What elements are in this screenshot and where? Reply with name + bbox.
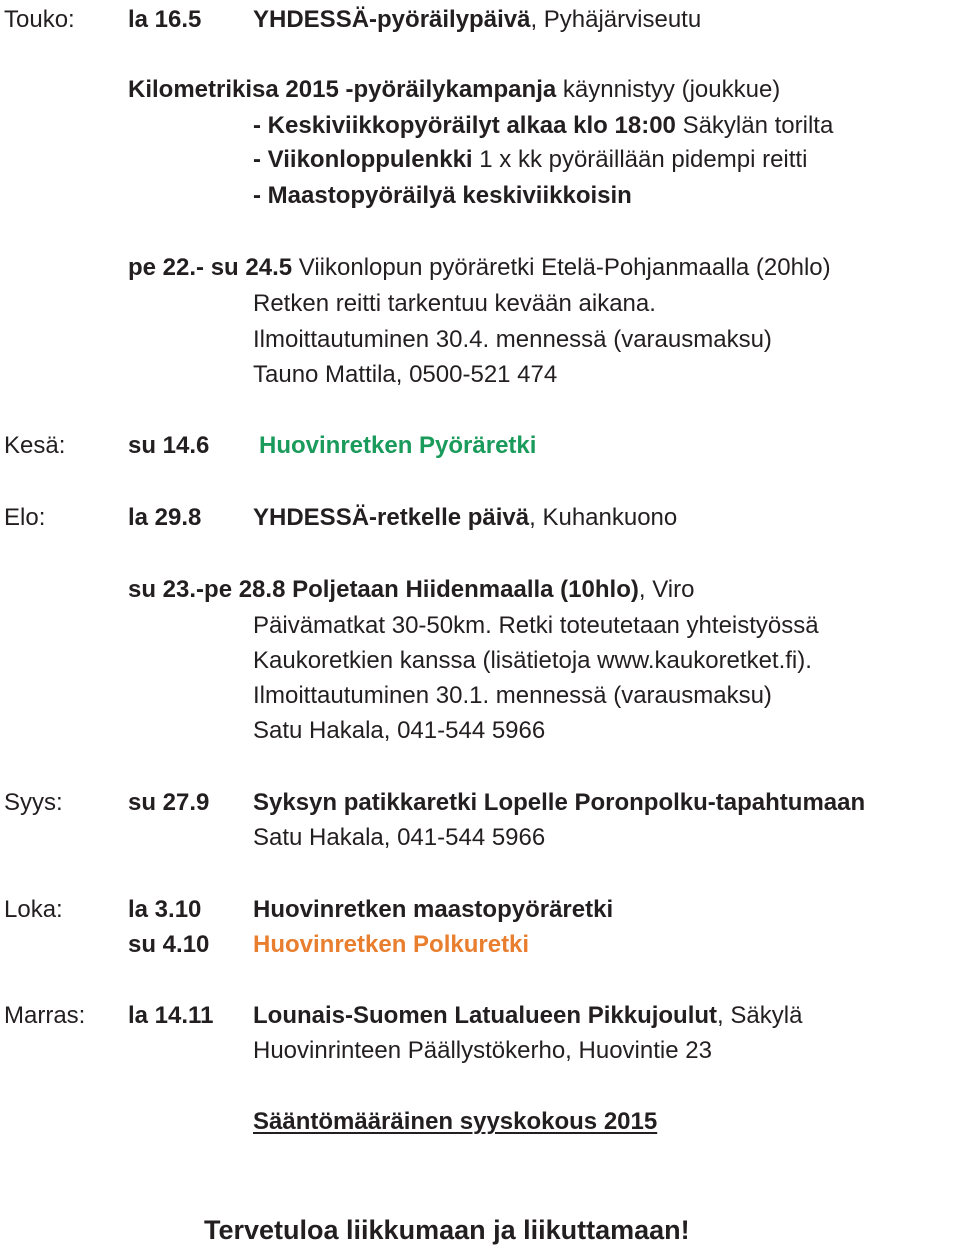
- event-touko-1-title: YHDESSÄ-pyöräilypäivä: [253, 6, 531, 33]
- campaign-sub-3: - Maastopyöräilyä keskiviikkoisin: [253, 182, 632, 209]
- date-marras: la 14.11: [128, 1002, 214, 1029]
- closing-slogan: Tervetuloa liikkumaan ja liikuttamaan!: [204, 1215, 690, 1245]
- campaign-title: Kilometrikisa 2015 -pyöräilykampanja: [128, 76, 557, 103]
- event-marras-title: Lounais-Suomen Latualueen Pikkujoulut: [253, 1002, 718, 1029]
- month-label-syys: Syys:: [4, 789, 63, 816]
- touko-trip-line-2: Retken reitti tarkentuu kevään aikana.: [253, 290, 656, 317]
- date-loka-2: su 4.10: [128, 931, 210, 958]
- campaign-sub-1-bold: - Keskiviikkopyöräilyt alkaa klo 18:00: [253, 112, 676, 139]
- touko-trip-dates: pe 22.- su 24.5: [128, 254, 293, 281]
- event-marras: [253, 1004, 802, 1028]
- elo-trip-dates: su 23.-pe 28.8: [128, 576, 286, 603]
- elo-trip-title: Poljetaan Hiidenmaalla (10hlo): [285, 576, 639, 603]
- campaign-sub-2-bold: - Viikonloppulenkki: [253, 146, 473, 173]
- date-syys: su 27.9: [128, 789, 210, 816]
- campaign-note: käynnistyy (joukkue): [556, 76, 781, 103]
- touko-trip-line-3: Ilmoittautuminen 30.4. mennessä (varausmaksu): [253, 326, 772, 353]
- date-kesa: su 14.6: [128, 432, 210, 459]
- elo-trip-contact: Satu Hakala, 041-544 5966: [253, 717, 546, 744]
- campaign-sub-1-rest: Säkylän torilta: [675, 112, 834, 139]
- date-touko-1: la 16.5: [128, 6, 202, 33]
- event-elo-1: [253, 506, 677, 530]
- campaign-line: [128, 78, 780, 102]
- elo-trip-line-2: Päivämatkat 30-50km. Retki toteutetaan yhteistyössä: [253, 612, 819, 639]
- month-label-loka: Loka:: [4, 896, 63, 923]
- elo-trip-title-line: [128, 578, 694, 602]
- month-label-touko: Touko:: [4, 6, 75, 33]
- elo-trip-line-4: Ilmoittautuminen 30.1. mennessä (varausmaksu): [253, 682, 772, 709]
- elo-trip-line-3: Kaukoretkien kanssa (lisätietoja www.kaukoretket.fi).: [253, 647, 812, 674]
- event-touko-1-place: , Pyhäjärviseutu: [530, 6, 702, 33]
- event-elo-1-title: YHDESSÄ-retkelle päivä: [253, 504, 530, 531]
- event-elo-1-place: , Kuhankuono: [529, 504, 678, 531]
- elo-trip-country: , Viro: [638, 576, 695, 603]
- campaign-sub-2-rest: 1 x kk pyöräillään pidempi reitti: [472, 146, 808, 173]
- campaign-sub-1: [253, 114, 833, 138]
- event-syys: Syksyn patikkaretki Lopelle Poronpolku-tapahtumaan: [253, 789, 866, 816]
- touko-trip-title-line: [128, 256, 831, 280]
- syys-contact: Satu Hakala, 041-544 5966: [253, 824, 546, 851]
- event-marras-place: , Säkylä: [717, 1002, 803, 1029]
- event-touko-1: [253, 8, 701, 32]
- touko-trip-title: Viikonlopun pyöräretki Etelä-Pohjanmaalla (20hlo): [292, 254, 831, 281]
- month-label-elo: Elo:: [4, 504, 46, 531]
- month-label-kesa: Kesä:: [4, 432, 66, 459]
- touko-trip-contact: Tauno Mattila, 0500-521 474: [253, 361, 558, 388]
- annual-meeting: Sääntömääräinen syyskokous 2015: [253, 1108, 658, 1135]
- date-loka-1: la 3.10: [128, 896, 202, 923]
- date-elo-1: la 29.8: [128, 504, 202, 531]
- marras-venue: Huovinrinteen Päällystökerho, Huovintie 23: [253, 1037, 712, 1064]
- event-loka-2: Huovinretken Polkuretki: [253, 931, 530, 958]
- month-label-marras: Marras:: [4, 1002, 86, 1029]
- campaign-sub-2: [253, 148, 807, 172]
- event-loka-1: Huovinretken maastopyöräretki: [253, 896, 614, 923]
- event-kesa: Huovinretken Pyöräretki: [259, 432, 537, 459]
